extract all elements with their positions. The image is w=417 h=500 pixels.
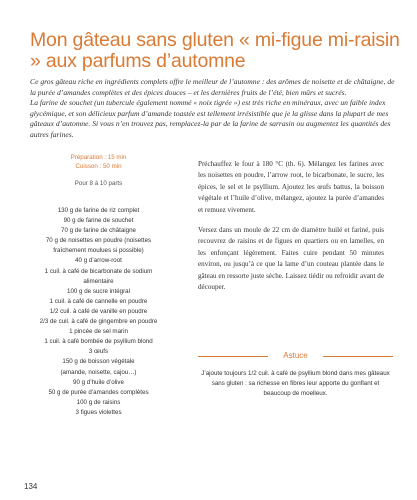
tip-rule-left	[198, 356, 268, 357]
ingredient-item: 100 g de raisins	[76, 398, 121, 406]
ingredient-item: alimentaire	[83, 277, 114, 285]
tip-rule-right	[323, 356, 393, 357]
page-number: 134	[24, 482, 38, 491]
ingredient-item: 70 g de noisettes en poudre (noisettes	[45, 237, 152, 245]
ingredient-item: 1 cuil. à café de cannelle en poudre	[49, 297, 148, 305]
step-paragraph: Versez dans un moule de 22 cm de diamètre huilé et fariné, puis recouvrez de raisins et de figues en quartiers ou en lamelles, en les enfonçant légèrement. Faites cuire pendant 50 minutes environ, ou jusqu’à ce que la lame d’un couteau plantée dans le gâteau en ressorte juste sèche. Laissez tiédir ou refroidir avant de découper.	[198, 226, 384, 292]
ingredient-item: 150 g de boisson végétale	[62, 358, 135, 366]
prep-time: Préparation : 15 min	[70, 154, 127, 161]
ingredient-item: 1 pincée de sel marin	[69, 328, 128, 336]
ingredient-item: 1 cuil. à café de bicarbonate de sodium	[44, 267, 153, 275]
portions: Pour 8 à 10 parts	[74, 180, 123, 187]
ingredient-item: 1/2 cuil. à café de vanille en poudre	[49, 307, 148, 315]
cook-time: Cuisson : 50 min	[75, 163, 122, 170]
tip-text: J’ajoute toujours 1/2 cuil. à café de psyllium blond dans mes gâteaux sans gluten : sa richesse en fibres leur apporte du gonflant et beaucoup de moelleux.	[201, 370, 390, 398]
ingredient-item: 3 œufs	[88, 348, 109, 356]
ingredient-item: 70 g de farine de châtaigne	[61, 227, 136, 235]
ingredient-item: 2/3 de cuil. à café de gingembre en poudre	[39, 318, 158, 326]
ingredient-item: fraîchement moulues si possible)	[53, 247, 144, 255]
timing-block	[30, 153, 167, 171]
ingredient-item: 130 g de farine de riz complet	[57, 207, 140, 214]
ingredient-item: 100 g de sucre intégral	[67, 287, 130, 295]
ingredient-item: 1 cuil. à café bombée de psyllium blond	[44, 338, 153, 346]
intro-paragraph: Ce gros gâteau riche en ingrédients complets offre le meilleur de l’automne : des arômes de noisette et de châtaigne, de la purée d’amandes complètes et des épices douces – et les dernières fruits de l’été, bien mûrs et sucrés.	[30, 77, 395, 97]
ingredient-item: (amande, noisette, cajou…)	[60, 368, 137, 376]
ingredient-item: 3 figues violettes	[75, 408, 122, 416]
ingredient-item: 50 g de purée d’amandes complètes	[48, 388, 149, 396]
ingredient-item: 90 g d’huile d’olive	[73, 378, 124, 386]
recipe-steps	[198, 159, 384, 302]
ingredient-item: 40 g d’arrow-root	[75, 257, 122, 265]
intro-text	[30, 77, 402, 141]
tip-title: Astuce	[283, 351, 308, 360]
ingredient-item: 90 g de farine de souchet	[63, 217, 134, 225]
recipe-title: Mon gâteau sans gluten « mi-figue mi-raisin » aux parfums d’automne	[30, 29, 400, 72]
recipe-info-column	[30, 153, 167, 418]
tip-box	[198, 350, 393, 400]
intro-paragraph: La farine de souchet (un tubercule également nommé « noix tigrée ») est très riche en minéraux, avec un faible index glycémique, et son délicieux parfum d’amande toastée est tellement irrésistible que je la glisse dans la plupart de mes gâteaux d’automne. Si vous n’en trouvez pas, remplacez-la par de la farine de sarrasin ou augmentez les quantités des autres farines.	[30, 98, 391, 139]
ingredient-list	[30, 206, 167, 418]
step-paragraph: Préchauffez le four à 180 °C (th. 6). Mélangez les farines avec les noisettes en poudre, l’arrow root, le bicarbonate, le sucre, les épices, le sel et le psyllium. Ajoutez les œufs battus, la boisson végétale et l’huile d’olive, mélangez, ajoutez la purée d’amandes et remuez vivement.	[198, 160, 384, 214]
